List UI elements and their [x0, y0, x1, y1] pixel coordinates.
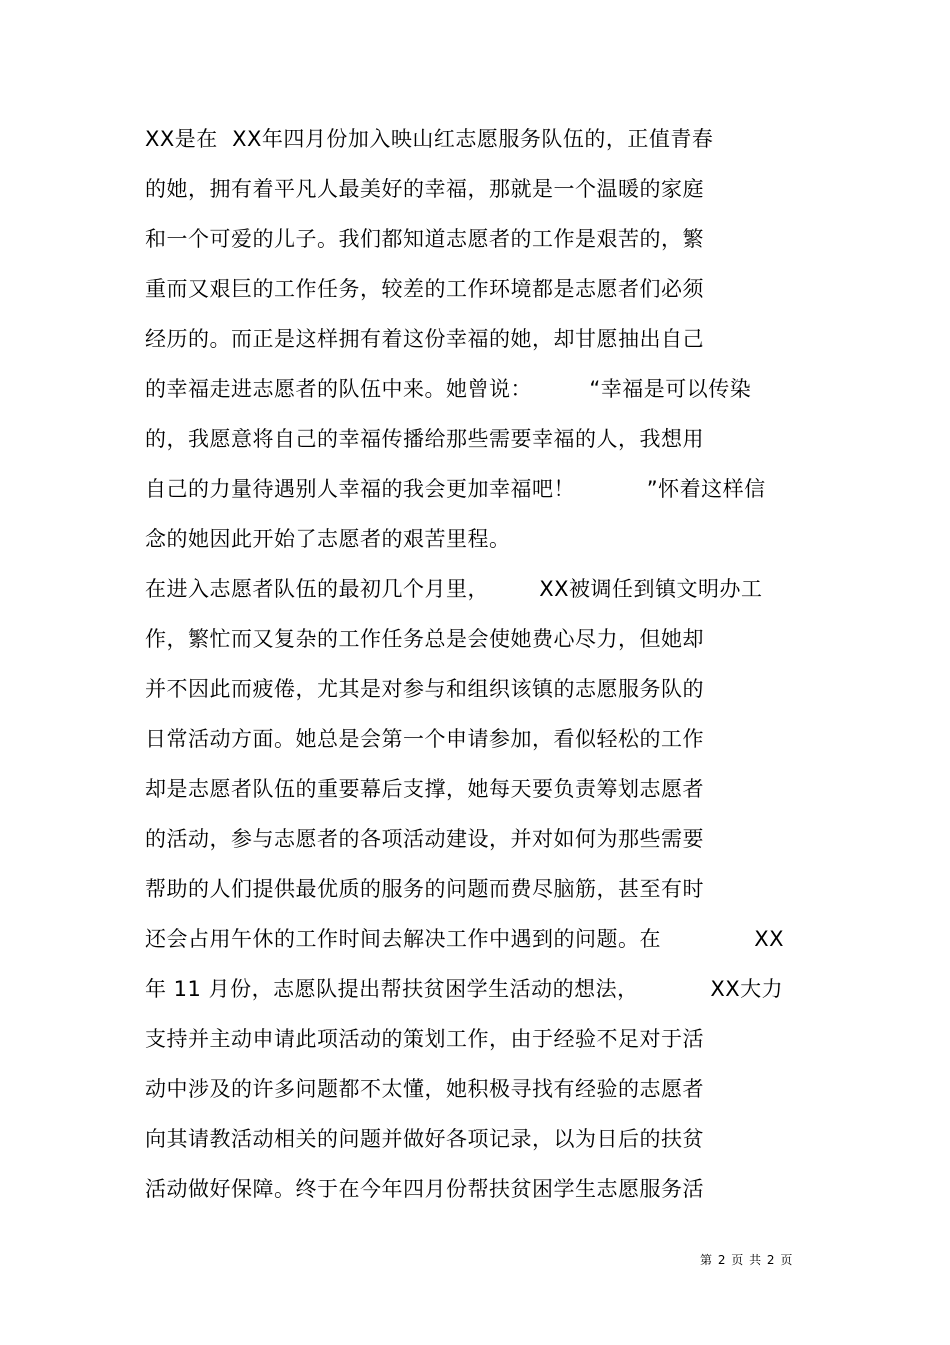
- text-line: 却是志愿者队伍的重要幕后支撑，她每天要负责筹划志愿者: [145, 777, 704, 801]
- text-line: 还会占用午休的工作时间去解决工作中遇到的问题。在 XX: [145, 927, 785, 951]
- text-line: 活动做好保障。终于在今年四月份帮扶贫困学生志愿服务活: [145, 1177, 704, 1201]
- text-line: 向其请教活动相关的问题并做好各项记录，以为日后的扶贫: [145, 1127, 704, 1151]
- text-line: 经历的。而正是这样拥有着这份幸福的她，却甘愿抽出自己: [145, 327, 704, 351]
- text-line: XX是在 XX年四月份加入映山红志愿服务队伍的，正值青春: [145, 127, 714, 151]
- text-line: 帮助的人们提供最优质的服务的问题而费尽脑筋，甚至有时: [145, 877, 704, 901]
- text-line: 重而又艰巨的工作任务，较差的工作环境都是志愿者们必须: [145, 277, 704, 301]
- text-line: 的，我愿意将自己的幸福传播给那些需要幸福的人，我想用: [145, 427, 704, 451]
- text-line: 的活动，参与志愿者的各项活动建设，并对如何为那些需要: [145, 827, 704, 851]
- text-line: 自己的力量待遇别人幸福的我会更加幸福吧！ ”怀着这样信: [145, 477, 766, 501]
- text-line: 念的她因此开始了志愿者的艰苦里程。: [145, 527, 511, 551]
- text-line: 并不因此而疲倦，尤其是对参与和组织该镇的志愿服务队的: [145, 677, 704, 701]
- text-line: 和一个可爱的儿子。我们都知道志愿者的工作是艰苦的，繁: [145, 227, 704, 251]
- text-line: 支持并主动申请此项活动的策划工作，由于经验不足对于活: [145, 1027, 704, 1051]
- text-line: 动中涉及的许多问题都不太懂，她积极寻找有经验的志愿者: [145, 1077, 704, 1101]
- text-line: 日常活动方面。她总是会第一个申请参加，看似轻松的工作: [145, 727, 704, 751]
- text-line: 在进入志愿者队伍的最初几个月里， XX被调任到镇文明办工: [145, 577, 763, 601]
- text-line: 的她，拥有着平凡人最美好的幸福，那就是一个温暖的家庭: [145, 177, 704, 201]
- text-line: 年 11 月份，志愿队提出帮扶贫困学生活动的想法， XX大力: [145, 977, 784, 1001]
- text-line: 作，繁忙而又复杂的工作任务总是会使她费心尽力，但她却: [145, 627, 704, 651]
- text-line: 的幸福走进志愿者的队伍中来。她曾说： “幸福是可以传染: [145, 377, 752, 401]
- page-number-footer: 第 2 页 共 2 页: [700, 1253, 794, 1267]
